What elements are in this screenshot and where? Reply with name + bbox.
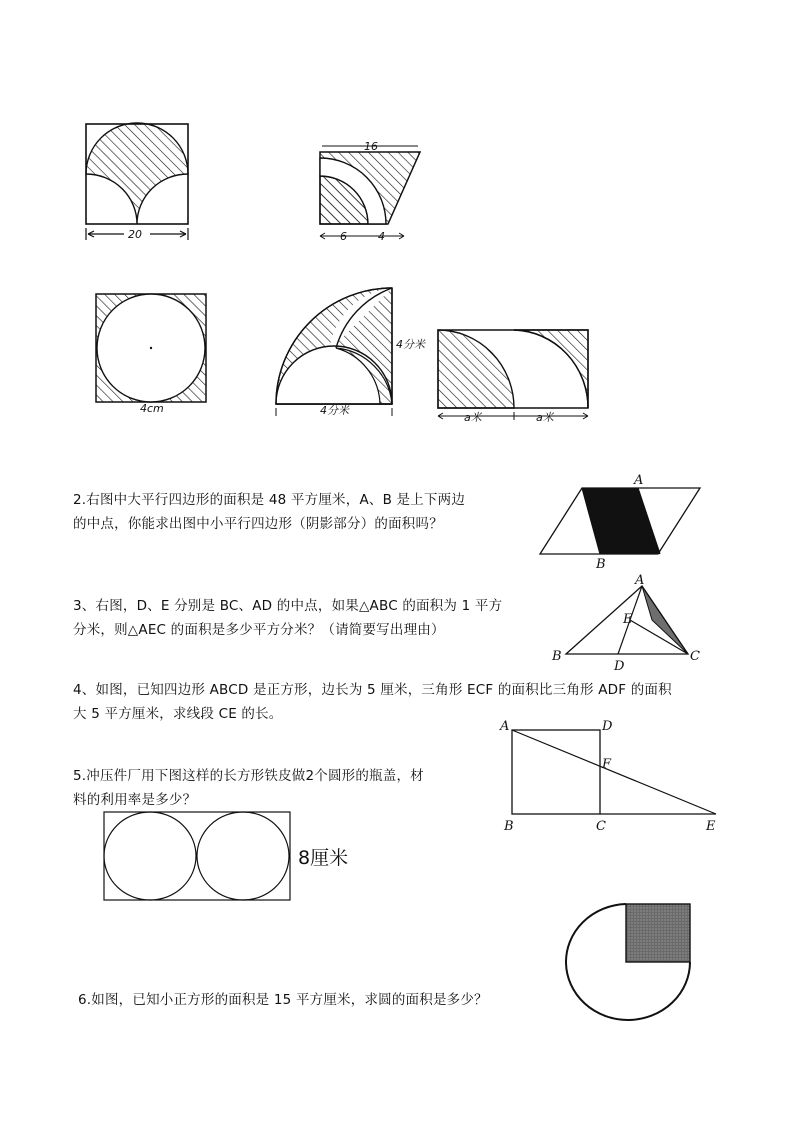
figure-trapezoid-annulus bbox=[314, 138, 424, 244]
q3-triangle-figure bbox=[548, 572, 708, 674]
q2-parallelogram-figure bbox=[536, 472, 712, 570]
fig2-dim-6: 6 bbox=[340, 230, 347, 243]
fig2-dim-4: 4 bbox=[378, 230, 385, 243]
q4-label-B: B bbox=[504, 819, 514, 834]
figure-square-circle bbox=[92, 292, 210, 414]
fig5-dim-right: a米 bbox=[536, 411, 554, 424]
q4-label-A: A bbox=[500, 719, 510, 734]
q3-label-E: E bbox=[623, 612, 633, 627]
q5-line-2: 料的利用率是多少？ bbox=[73, 792, 197, 808]
q3-text bbox=[73, 594, 553, 642]
fig5-dim-left: a米 bbox=[464, 411, 482, 424]
q6-text: 6.如图，已知小正方形的面积是 15 平方厘米，求圆的面积是多少？ bbox=[78, 992, 488, 1008]
q2-text bbox=[73, 488, 543, 536]
q6-circle-square-figure bbox=[562, 898, 700, 1020]
q4-square-figure bbox=[498, 716, 728, 836]
figure-rectangle-quarters bbox=[430, 322, 600, 426]
q4-label-C: C bbox=[596, 819, 606, 834]
q4-line-2: 大 5 平方厘米，求线段 CE 的长。 bbox=[73, 706, 283, 722]
q3-label-C: C bbox=[690, 649, 700, 664]
q4-label-D: D bbox=[602, 719, 613, 734]
q3-label-A: A bbox=[635, 573, 645, 588]
fig4-dim-right: 4分米 bbox=[396, 338, 425, 351]
q3-label-B: B bbox=[552, 649, 562, 664]
q3-label-D: D bbox=[614, 659, 625, 674]
q5-text bbox=[73, 764, 493, 812]
fig4-dim-bottom: 4分米 bbox=[320, 404, 349, 417]
figure-quarter-semicircle bbox=[268, 280, 436, 420]
q2-line-1: 2.右图中大平行四边形的面积是 48 平方厘米，A、B 是上下两边 bbox=[73, 492, 466, 508]
fig1-dim-label: 20 bbox=[128, 228, 142, 241]
q4-label-E: E bbox=[706, 819, 716, 834]
q3-line-1: 3、右图，D、E 分别是 BC、AD 的中点，如果△ABC 的面积为 1 平方 bbox=[73, 598, 503, 614]
q2-line-2: 的中点，你能求出图中小平行四边形（阴影部分）的面积吗？ bbox=[73, 516, 443, 532]
q2-label-A: A bbox=[634, 473, 644, 488]
fig3-dim: 4cm bbox=[140, 402, 164, 415]
q4-label-F: F bbox=[602, 757, 612, 772]
q3-line-2: 分米，则△AEC 的面积是多少平方分米？（请简要写出理由） bbox=[73, 622, 445, 638]
q4-line-1: 4、如图，已知四边形 ABCD 是正方形，边长为 5 厘米，三角形 ECF 的面积比三角形 ADF 的面积 bbox=[73, 682, 672, 698]
figure-square-arcs bbox=[78, 118, 198, 246]
q2-label-B: B bbox=[596, 557, 606, 572]
q5-dim-label: 8厘米 bbox=[298, 847, 349, 869]
fig2-top-dim: 16 bbox=[364, 140, 378, 153]
q5-rectangle-circles-figure bbox=[100, 806, 370, 904]
q5-line-1: 5.冲压件厂用下图这样的长方形铁皮做2个圆形的瓶盖，材 bbox=[73, 768, 424, 784]
